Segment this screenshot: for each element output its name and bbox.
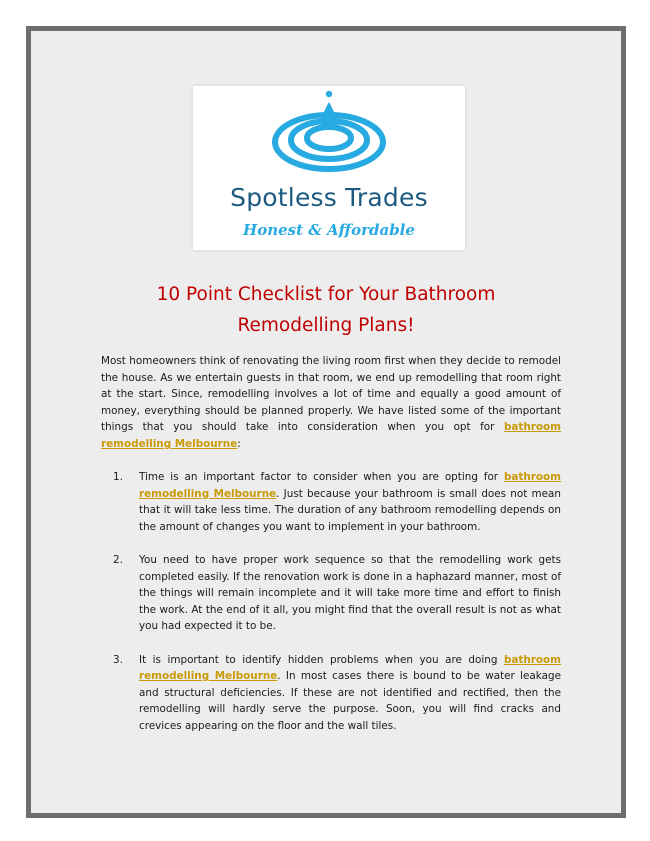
item-text: . Just because your bathroom is small does not mean that it will take less time. The duration of any bathroom remodelling depends on the amount of changes you want to implement in your bathroom.	[139, 487, 561, 533]
item-link[interactable]: bathroom remodelling Melbourne	[139, 471, 561, 500]
checklist	[113, 469, 561, 751]
checklist-item-2	[113, 552, 561, 635]
water-drop-logo-icon	[193, 86, 465, 186]
item-text: You need to have proper work sequence so that the remodelling work gets completed easily. If the renovation work is done in a haphazard manner, most of the things will remain incomplete and it will take more time and effort to finish the work. At the end of it all, you might find that the overall result is not as what you had expected it to be.	[139, 553, 561, 633]
item-text: It is important to identify hidden problems when you are doing	[139, 653, 504, 666]
intro-text: Most homeowners think of renovating the living room first when they decide to remodel the house. As we entertain guests in that room, we end up remodelling that room right at the start. Since, remodelling involves a lot of time and equally a good amount of money, everything should be planned properly. We have listed some of the important things that you should take into consideration when you opt for	[101, 355, 561, 434]
title-line-1: 10 Point Checklist for Your Bathroom	[156, 284, 496, 305]
company-logo	[193, 86, 465, 250]
checklist-item-3	[113, 652, 561, 735]
item-number: 3.	[113, 653, 123, 666]
title-line-2: Remodelling Plans!	[237, 315, 415, 336]
item-text: Time is an important factor to consider when you are opting for	[139, 471, 504, 483]
item-number: 1.	[113, 471, 123, 483]
intro-end: :	[237, 437, 241, 450]
item-number: 2.	[113, 553, 123, 566]
logo-brand-name: Spotless Trades	[230, 183, 428, 212]
item-link[interactable]: bathroom remodelling Melbourne	[139, 653, 561, 683]
page-frame	[26, 26, 626, 818]
intro-paragraph	[101, 353, 561, 453]
intro-link[interactable]: bathroom remodelling Melbourne	[101, 421, 561, 450]
page-title	[91, 279, 561, 341]
checklist-item-1	[113, 469, 561, 535]
logo-tagline: Honest & Affordable	[243, 221, 415, 239]
item-text: . In most cases there is bound to be water leakage and structural deficiencies. If these are not identified and rectified, then the remodelling will hardly serve the purpose. Soon, you will find cracks and crevices appearing on the floor and the wall tiles.	[139, 670, 561, 732]
